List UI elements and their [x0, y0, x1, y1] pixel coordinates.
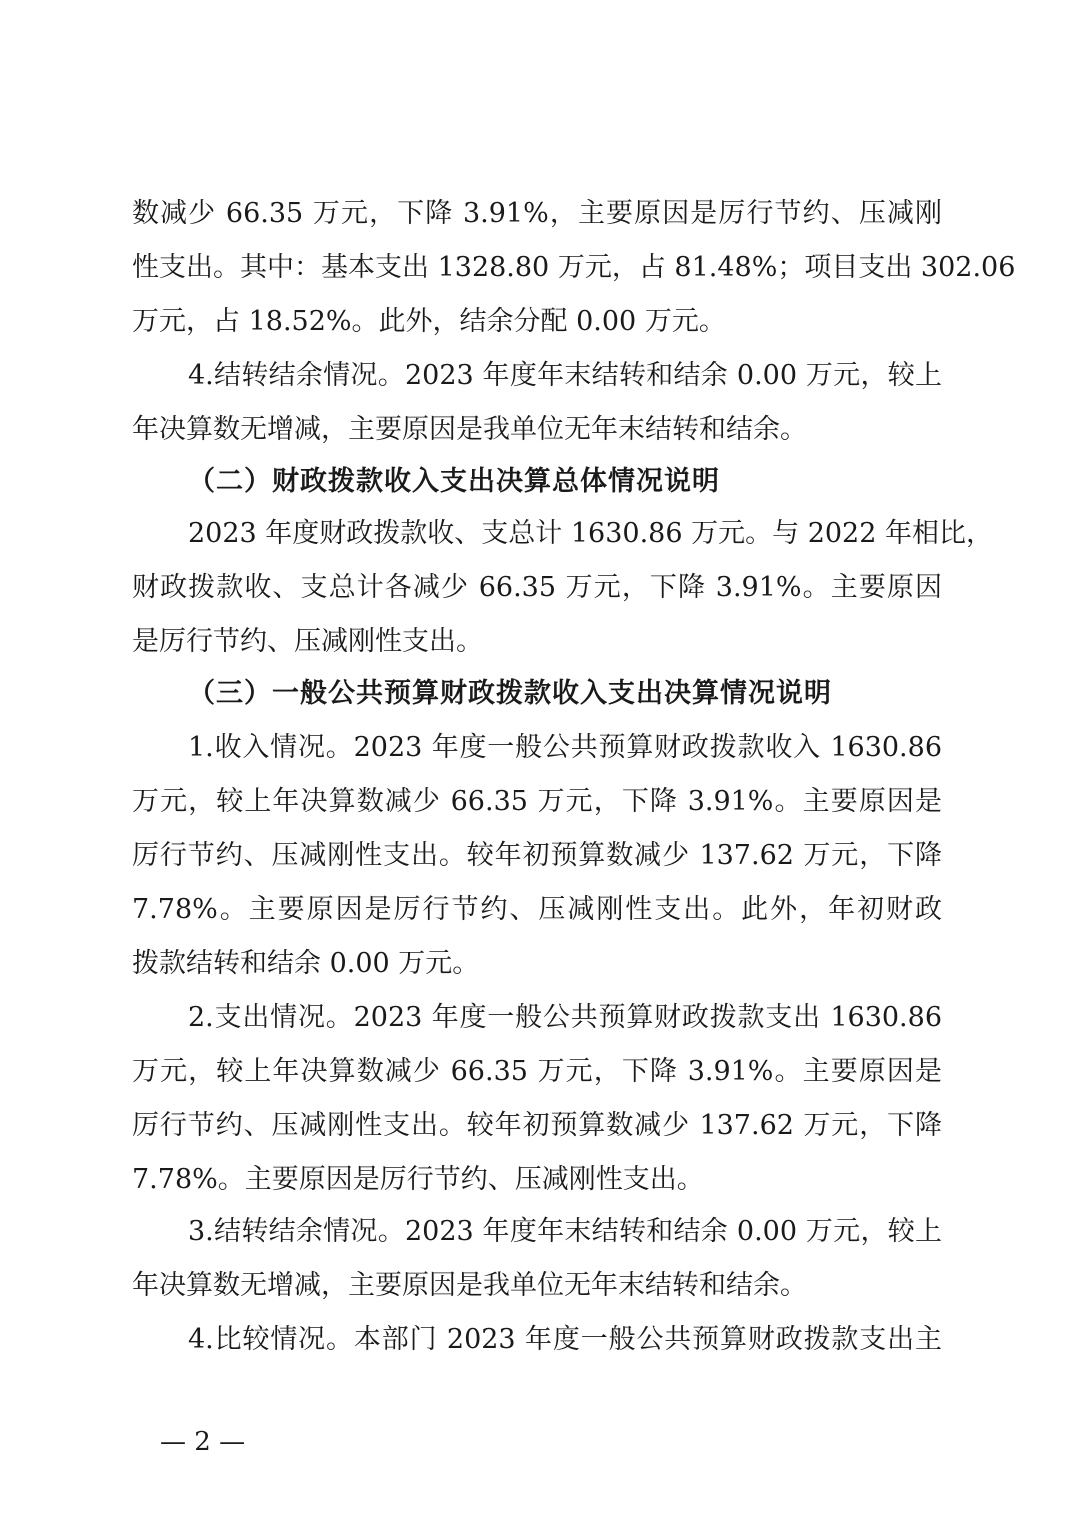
body-line: 年决算数无增减，主要原因是我单位无年末结转和结余。 [132, 1270, 807, 1301]
body-line: 2.支出情况。2023 年度一般公共预算财政拨款支出 1630.86 [188, 1002, 942, 1033]
body-line: 年决算数无增减，主要原因是我单位无年末结转和结余。 [132, 414, 807, 445]
body-line: 数减少 66.35 万元，下降 3.91%，主要原因是厉行节约、压减刚 [132, 198, 942, 229]
body-line: 1.收入情况。2023 年度一般公共预算财政拨款收入 1630.86 [188, 732, 942, 763]
body-line: 万元，较上年决算数减少 66.35 万元，下降 3.91%。主要原因是 [132, 786, 942, 817]
page-number: — 2 — [160, 1427, 246, 1457]
body-line: 7.78%。主要原因是厉行节约、压减刚性支出。 [132, 1164, 704, 1195]
body-line: 厉行节约、压减刚性支出。较年初预算数减少 137.62 万元，下降 [132, 1110, 942, 1141]
body-line: 厉行节约、压减刚性支出。较年初预算数减少 137.62 万元，下降 [132, 840, 942, 871]
body-line: 是厉行节约、压减刚性支出。 [132, 626, 483, 657]
body-line: 2023 年度财政拨款收、支总计 1630.86 万元。与 2022 年相比， [188, 518, 993, 549]
body-line: 财政拨款收、支总计各减少 66.35 万元，下降 3.91%。主要原因 [132, 572, 942, 603]
body-line: 万元，占 18.52%。此外，结余分配 0.00 万元。 [132, 306, 726, 337]
body-line: 万元，较上年决算数减少 66.35 万元，下降 3.91%。主要原因是 [132, 1056, 942, 1087]
body-line: 4.结转结余情况。2023 年度年末结转和结余 0.00 万元，较上 [188, 360, 942, 391]
section-heading: （三）一般公共预算财政拨款收入支出决算情况说明 [188, 678, 832, 709]
section-heading: （二）财政拨款收入支出决算总体情况说明 [188, 466, 720, 497]
body-line: 7.78%。主要原因是厉行节约、压减刚性支出。此外，年初财政 [132, 894, 942, 925]
body-line: 拨款结转和结余 0.00 万元。 [132, 948, 480, 979]
body-line: 性支出。其中：基本支出 1328.80 万元，占 81.48%；项目支出 302.06 [132, 252, 1016, 283]
body-line: 3.结转结余情况。2023 年度年末结转和结余 0.00 万元，较上 [188, 1216, 942, 1247]
body-line: 4.比较情况。本部门 2023 年度一般公共预算财政拨款支出主 [188, 1324, 942, 1355]
